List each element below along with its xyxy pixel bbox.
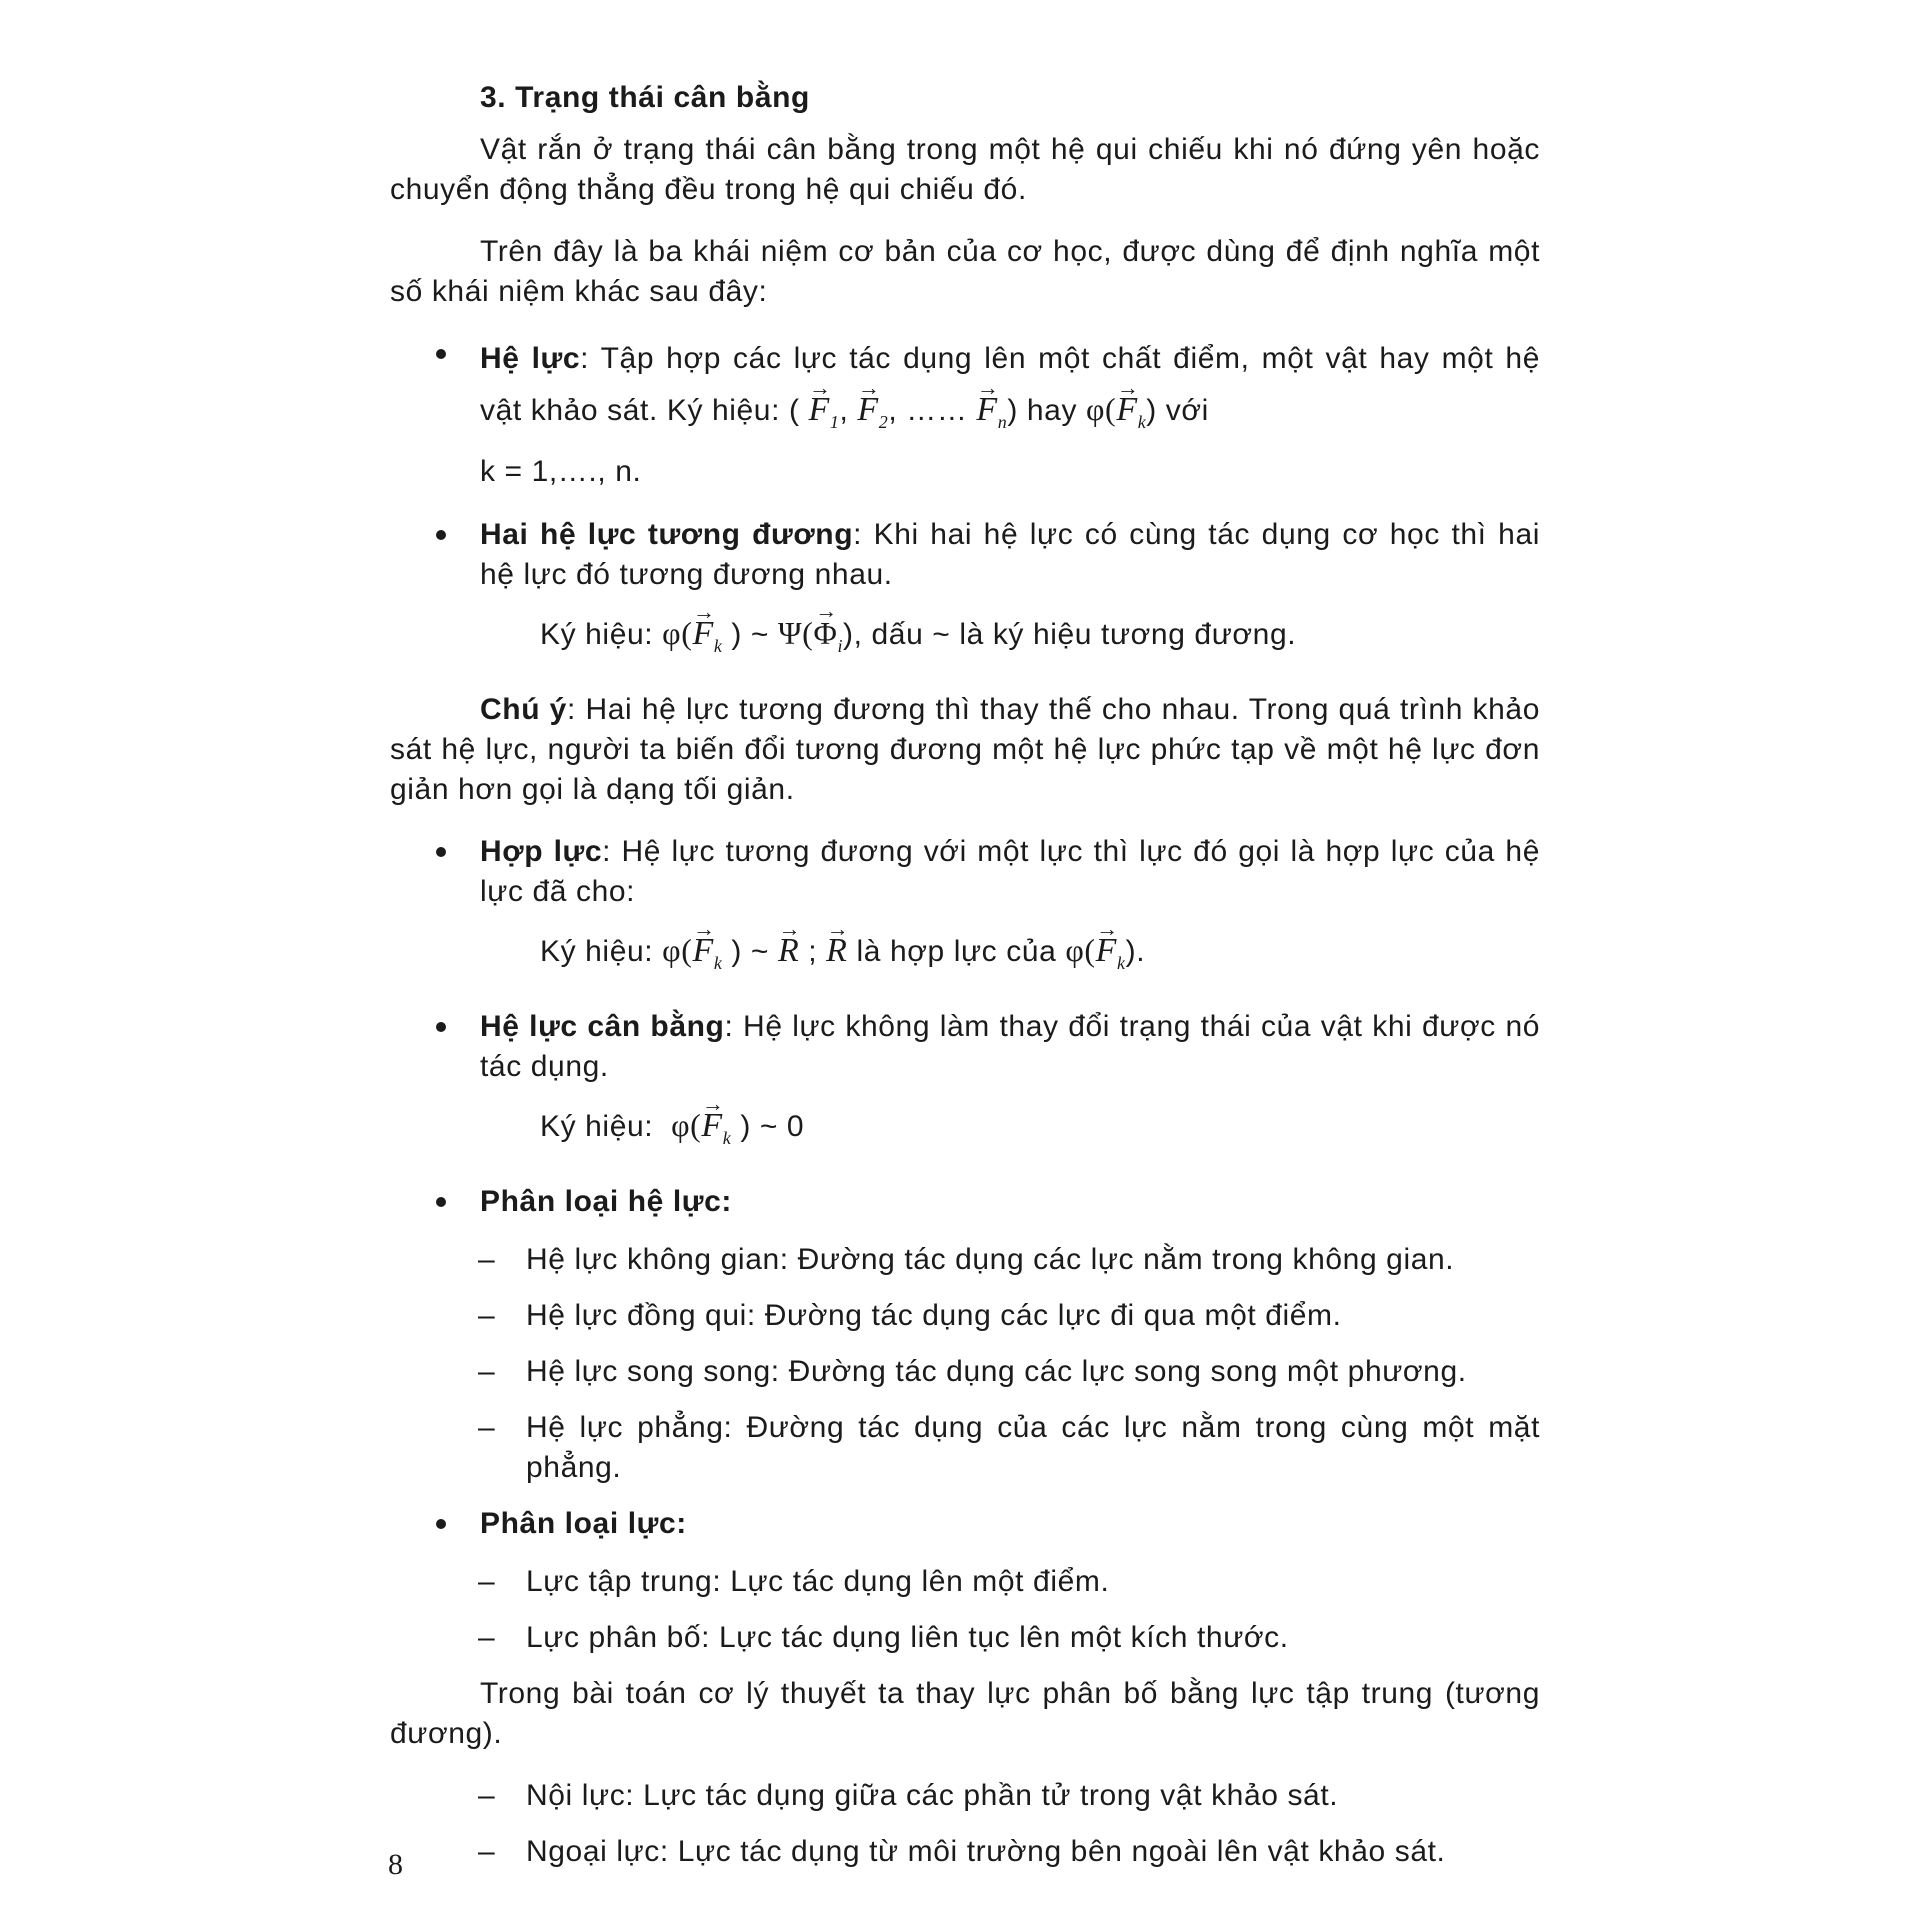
bullet-hop-luc (390, 832, 1540, 912)
definition-tuong-duong: : Khi hai hệ lực có cùng tác dụng cơ học thì hai hệ lực đó tương đương nhau. (480, 518, 1540, 591)
dash-marker: – (478, 1779, 496, 1812)
symbol-hop-luc (540, 930, 1540, 983)
term-phan-loai-luc: Phân loại lực: (480, 1507, 687, 1540)
psi-symbol: Ψ( (777, 615, 814, 651)
subscript: 1 (829, 412, 840, 432)
tilde: ) ~ (731, 935, 770, 968)
bullet-dot (436, 847, 446, 857)
subscript: k (713, 636, 723, 656)
paragraph-replace: Trong bài toán cơ lý thuyết ta thay lực phân bố bằng lực tập trung (tương đương). (390, 1677, 1540, 1750)
list-item-text: Lực phân bố: Lực tác dụng liên tục lên một kích thước. (526, 1621, 1289, 1654)
symbol-can-bang (540, 1105, 1540, 1158)
vector-f: → F (809, 385, 830, 435)
bullet-phan-loai-he-luc (390, 1182, 1540, 1222)
tilde-zero: ) ~ 0 (740, 1110, 805, 1143)
list-item-text: Lực tập trung: Lực tác dụng lên một điểm. (526, 1565, 1110, 1598)
term-chu-y: Chú ý (480, 693, 567, 726)
page-number: 8 (388, 1848, 403, 1881)
list-item (390, 1776, 1540, 1816)
symbol-tuong-duong (540, 613, 1540, 666)
bullet-can-bang (390, 1007, 1540, 1087)
phi-symbol: φ( (1085, 391, 1117, 427)
semicolon: ; (808, 935, 818, 968)
subscript: k (1137, 412, 1147, 432)
dash-marker: – (478, 1243, 496, 1276)
term-tuong-duong: Hai hệ lực tương đương (480, 518, 854, 551)
list-item-text: Hệ lực không gian: Đường tác dụng các lực nằm trong không gian. (526, 1243, 1455, 1276)
list-item-text: Hệ lực song song: Đường tác dụng các lực song song một phương. (526, 1355, 1467, 1388)
vector-r: → R (826, 931, 847, 971)
definition-hop-luc: : Hệ lực tương đương với một lực thì lực đó gọi là hợp lực của hệ lực đã cho: (480, 835, 1540, 908)
bullet-phan-loai-luc (390, 1504, 1540, 1544)
subscript: k (1117, 953, 1126, 973)
paragraph-concepts: Trên đây là ba khái niệm cơ bản của cơ học, được dùng để định nghĩa một số khái niệm khác sau đây: (390, 235, 1540, 308)
symbol-label: Ký hiệu: (540, 618, 654, 651)
vector-f: → F (1116, 385, 1137, 435)
list-item (390, 1618, 1540, 1658)
list-item-text: Nội lực: Lực tác dụng giữa các phần tử trong vật khảo sát. (526, 1779, 1339, 1812)
bullet-tuong-duong (390, 515, 1540, 595)
paragraph-equilibrium: Vật rắn ở trạng thái cân bằng trong một hệ qui chiếu khi nó đứng yên hoặc chuyển động thẳng đều trong hệ qui chiếu đó. (390, 133, 1540, 206)
symbol-explanation: ), dấu ~ là ký hiệu tương đương. (843, 618, 1297, 651)
phi-symbol: φ( (662, 615, 693, 651)
vector-r: → R (778, 931, 799, 971)
vector-f: → F (692, 614, 713, 654)
vector-f: → F (976, 385, 997, 435)
dash-marker: – (478, 1835, 496, 1868)
page-body (390, 78, 1540, 1888)
close-paren: ). (1125, 935, 1146, 968)
list-item (390, 1832, 1540, 1872)
list-item-text: Hệ lực đồng qui: Đường tác dụng các lực đi qua một điểm. (526, 1299, 1342, 1332)
ellipsis: …… (906, 394, 968, 427)
list-item-text: Hệ lực phẳng: Đường tác dụng của các lực nằm trong cùng một mặt phẳng. (526, 1411, 1540, 1484)
k-range: k = 1,…., n. (480, 455, 642, 488)
comma: , (888, 394, 898, 427)
vector-f: → F (701, 1106, 722, 1146)
list-item (390, 1408, 1540, 1488)
vector-f: → F (857, 385, 878, 435)
subscript: 2 (878, 412, 889, 432)
phi-symbol: φ( (1065, 932, 1096, 968)
term-he-luc: Hệ lực (480, 342, 581, 375)
phi-symbol: φ( (671, 1107, 702, 1143)
list-item (390, 1240, 1540, 1280)
list-item (390, 1296, 1540, 1336)
comma: , (839, 394, 849, 427)
text-la-hop-luc: là hợp lực của (856, 935, 1057, 968)
list-item-text: Ngoại lực: Lực tác dụng từ môi trường bên ngoài lên vật khảo sát. (526, 1835, 1446, 1868)
definition-he-luc: : Tập hợp các lực tác dụng lên một chất điểm, một vật hay một hệ vật khảo sát. Ký hiệu: ( (480, 342, 1541, 427)
definition-can-bang: : Hệ lực không làm thay đổi trạng thái của vật khi được nó tác dụng. (480, 1010, 1541, 1083)
dash-marker: – (478, 1565, 496, 1598)
vector-f: → F (1096, 931, 1117, 971)
paragraph-chu-y (390, 690, 1540, 810)
term-hop-luc: Hợp lực (480, 835, 603, 868)
dash-marker: – (478, 1621, 496, 1654)
bullet-dot (436, 1022, 446, 1032)
phi-symbol: φ( (662, 932, 693, 968)
dash-marker: – (478, 1299, 496, 1332)
text-voi: ) với (1146, 394, 1209, 427)
bullet-he-luc (390, 334, 1540, 497)
subscript: n (997, 412, 1008, 432)
subscript: k (722, 1128, 732, 1148)
text-chu-y: : Hai hệ lực tương đương thì thay thế cho nhau. Trong quá trình khảo sát hệ lực, người ta biến đổi tương đương một hệ lực phức tạp về một hệ lực đơn giản hơn gọi là dạng tối giản. (390, 693, 1540, 806)
subscript: i (837, 636, 844, 656)
term-phan-loai-he-luc: Phân loại hệ lực: (480, 1185, 732, 1218)
tilde: ) ~ (731, 618, 770, 651)
bullet-dot (436, 1519, 446, 1529)
list-item (390, 1562, 1540, 1602)
subscript: k (713, 953, 723, 973)
vector-f: → F (692, 931, 713, 971)
bullet-dot (436, 530, 446, 540)
section-heading: 3. Trạng thái cân bằng (480, 81, 810, 114)
dash-marker: – (478, 1355, 496, 1388)
vector-phi: → Φ (813, 613, 837, 653)
text-hay: ) hay (1007, 394, 1078, 427)
bullet-dot (436, 349, 446, 359)
term-can-bang: Hệ lực cân bằng (480, 1010, 725, 1043)
list-item (390, 1352, 1540, 1392)
bullet-dot (436, 1197, 446, 1207)
symbol-label: Ký hiệu: (540, 1110, 654, 1143)
dash-marker: – (478, 1411, 496, 1444)
symbol-label: Ký hiệu: (540, 935, 654, 968)
